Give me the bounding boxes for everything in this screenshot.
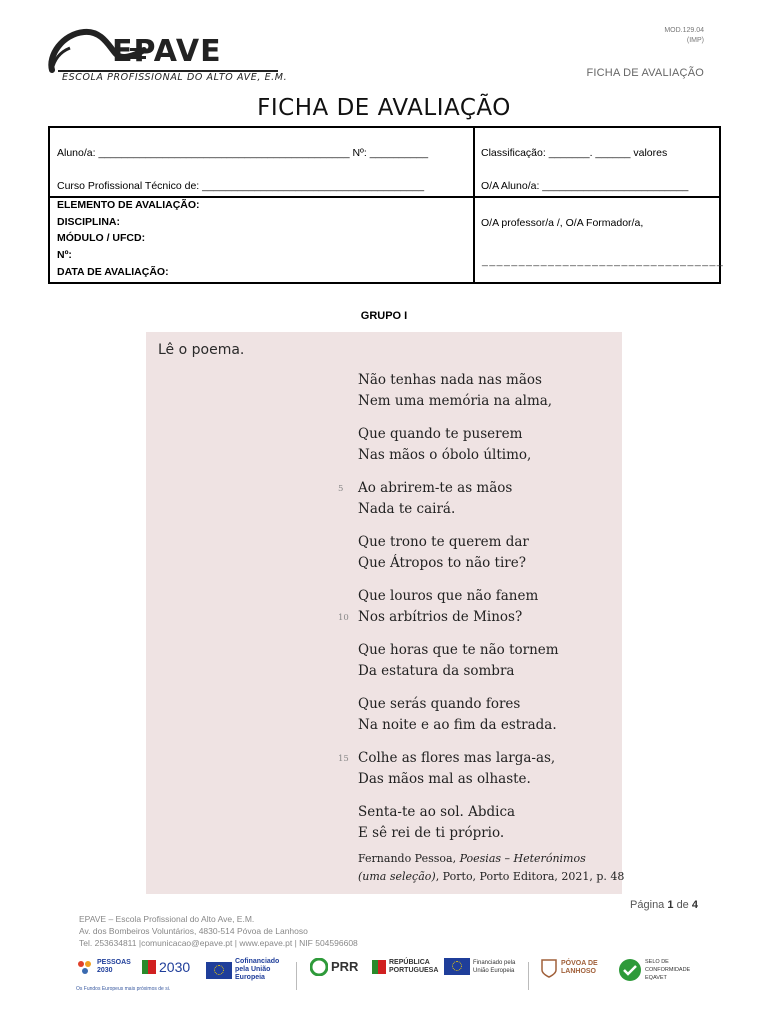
mod-code-sub: (IMP) [686, 37, 704, 44]
stanza-5 [358, 586, 538, 628]
credit-selection: (uma seleção) [358, 870, 436, 883]
republica-flag-icon [372, 958, 386, 976]
poem-line: Que louros que não fanem [358, 588, 539, 604]
credit-publisher: , Porto, Porto Editora, 2021, p. 48 [435, 870, 625, 883]
prr-icon [310, 958, 328, 976]
povoa-text: PÓVOA DE LANHOSO [561, 960, 598, 975]
pessoas-year: 2030 [97, 967, 113, 974]
poem-line: Nem uma memória na alma, [358, 393, 553, 409]
table-horizontal-divider [50, 196, 719, 198]
footer-line-1: EPAVE – Escola Profissional do Alto Ave, E.M. [79, 914, 255, 924]
elemento-label: ELEMENTO DE AVALIAÇÃO: [57, 199, 200, 211]
credit-author: Fernando Pessoa, [358, 852, 460, 865]
stanza-6 [358, 640, 559, 682]
footer-line-3: Tel. 253634811 |comunicacao@epave.pt | www.epave.pt | NIF 504596608 [79, 938, 358, 948]
logo-separator [528, 962, 529, 990]
poem-line: Não tenhas nada nas mãos [358, 372, 542, 388]
poem-line: Colhe as flores mas larga-as, [358, 750, 556, 766]
republica-text: REPÚBLICA PORTUGUESA [389, 959, 439, 974]
curso-field[interactable]: Curso Profissional Técnico de: ______________________________________ [57, 180, 425, 192]
pessoas-icon [76, 958, 94, 976]
page-total: 4 [691, 899, 698, 911]
credit-book: Poesias – Heterónimos [459, 852, 586, 865]
financiado-ue-logo [444, 958, 529, 975]
page-current: 1 [667, 899, 674, 911]
line-number: 15 [338, 754, 349, 764]
poem-line: Que serás quando fores [358, 696, 521, 712]
document-title: FICHA DE AVALIAÇÃO [257, 95, 511, 121]
poem-line: Da estatura da sombra [358, 663, 515, 679]
poem-line: Que Átropos to não tire? [358, 555, 526, 571]
logo-wordmark: EPAVE [112, 34, 222, 69]
poem-line: Que quando te puserem [358, 426, 523, 442]
group-title: GRUPO I [360, 310, 408, 322]
oa-aluno-field[interactable]: O/A Aluno/a: _________________________ [481, 180, 689, 192]
republica-portuguesa-logo [372, 958, 439, 976]
poem-line: Ao abrirem-te as mãos [358, 480, 513, 496]
povoa-lanhoso-logo [540, 958, 605, 978]
povoa-crest-icon [540, 958, 558, 978]
aluno-field[interactable]: Aluno/a: ___________________________________________ Nº: __________ [57, 147, 429, 159]
logo-separator [296, 962, 297, 990]
eqavet-text: SELO DE CONFORMIDADE EQAVET [645, 959, 691, 981]
header-label: FICHA DE AVALIAÇÃO [586, 67, 704, 79]
line-number: 5 [338, 484, 344, 494]
disciplina-label: DISCIPLINA: [57, 216, 120, 228]
portugal-year: 2030 [159, 959, 191, 975]
poem-line: Que horas que te não tornem [358, 642, 559, 658]
stanza-2 [358, 424, 531, 466]
stanza-9 [358, 802, 515, 844]
stanza-1 [358, 370, 552, 412]
funding-logos [76, 958, 696, 992]
cofinanciado-text: Cofinanciado pela União Europeia [235, 958, 280, 981]
poem-line: Nada te cairá. [358, 501, 456, 517]
stanza-8 [358, 748, 555, 790]
funds-disclaimer: Os Fundos Europeus mais próximos de si. [76, 986, 171, 992]
data-avaliacao-label: DATA DE AVALIAÇÃO: [57, 266, 169, 278]
modulo-label: MÓDULO / UFCD: [57, 232, 146, 244]
student-info-table [48, 126, 725, 284]
page-number [630, 899, 698, 911]
poem-line: Que trono te querem dar [358, 534, 529, 550]
eu-flag-icon [206, 962, 232, 979]
poem-line: Das mãos mal as olhaste. [358, 771, 531, 787]
oa-professor-label: O/A professor/a /, O/A Formador/a, [481, 217, 644, 229]
footer-line-2: Av. dos Bombeiros Voluntários, 4830-514 Póvoa de Lanhoso [79, 926, 308, 936]
page-of: de [676, 899, 689, 911]
poem-line: Nos arbítrios de Minos? [358, 609, 523, 625]
pessoas-text: PESSOAS [97, 959, 131, 966]
financiado-text: Financiado pela União Europeia [473, 959, 516, 974]
signature-line[interactable]: _________________________________ [482, 255, 725, 267]
mod-code [664, 26, 704, 46]
stanza-7 [358, 694, 557, 736]
table-vertical-divider [473, 128, 475, 282]
poem-line: Nas mãos o óbolo último, [358, 447, 532, 463]
eqavet-check-icon [618, 958, 642, 982]
portugal-2030-logo [142, 958, 190, 976]
poem-image [146, 332, 625, 894]
numero-label: Nº: [57, 249, 72, 261]
eu-flag-icon [444, 958, 470, 975]
eqavet-logo [618, 958, 695, 982]
prr-logo [310, 958, 358, 976]
stanza-3 [358, 478, 512, 520]
poem-line: Na noite e ao fim da estrada. [358, 717, 557, 733]
pessoas-2030-logo [76, 958, 131, 976]
portugal-flag-icon [142, 958, 156, 976]
classificacao-field[interactable]: Classificação: _______. ______ valores [481, 147, 668, 159]
logo-subtitle: ESCOLA PROFISSIONAL DO ALTO AVE, E.M. [62, 72, 288, 83]
stanza-4 [358, 532, 529, 574]
poem-instruction: Lê o poema. [158, 342, 245, 358]
poem-line: E sê rei de ti próprio. [358, 825, 505, 841]
page-label: Página [630, 899, 665, 911]
poem-line: Senta-te ao sol. Abdica [358, 804, 516, 820]
mod-code-number: MOD.129.04 [664, 27, 704, 34]
cofinanciado-ue-logo [206, 958, 291, 982]
prr-text: PRR [331, 959, 359, 974]
line-number: 10 [338, 613, 349, 623]
poem-credit [358, 850, 624, 886]
footer-address [79, 913, 358, 949]
